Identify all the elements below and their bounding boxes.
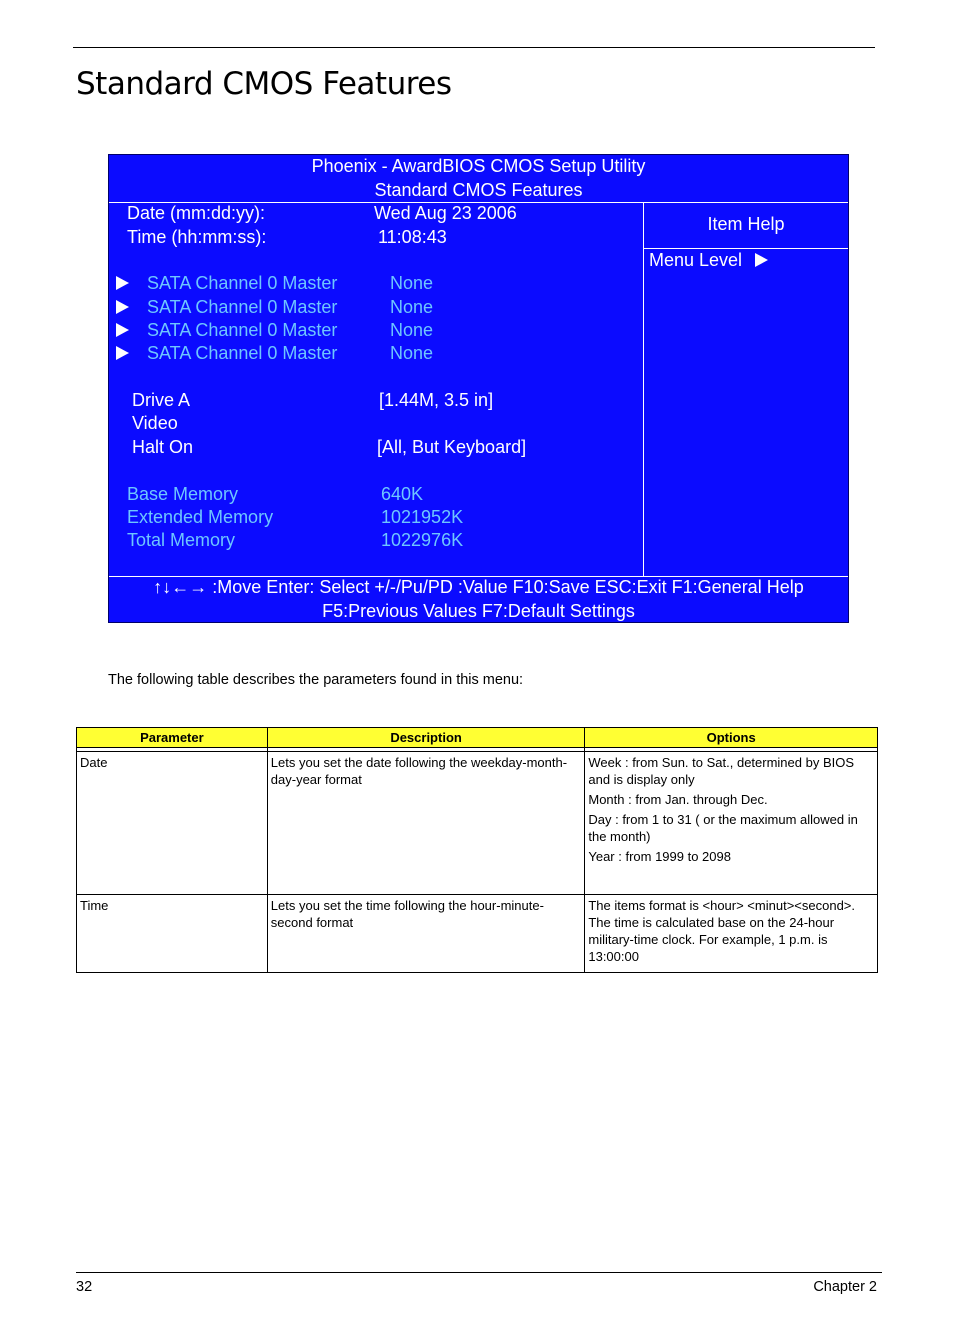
item-help-title: Item Help (707, 214, 785, 234)
total-memory-value: 1022976K (381, 530, 464, 550)
sata-channel-label[interactable]: SATA Channel 0 Master (147, 297, 338, 317)
extended-memory-label: Extended Memory (127, 507, 274, 527)
parameters-table (76, 727, 878, 973)
table-header-row (77, 728, 878, 748)
sata-channel-value: None (390, 273, 434, 293)
base-memory-value: 640K (381, 484, 424, 504)
top-rule (73, 47, 875, 48)
bios-column-divider (643, 203, 644, 576)
bios-header-subtitle: Standard CMOS Features (374, 180, 583, 200)
extended-memory-value: 1021952K (381, 507, 464, 527)
page-title: Standard CMOS Features (76, 66, 452, 102)
footer-rule (76, 1272, 882, 1273)
options-cell (585, 895, 878, 973)
drive-a-value[interactable]: [1.44M, 3.5 in] (379, 390, 494, 410)
bios-key-help-line2: F5:Previous Values F7:Default Settings (322, 601, 635, 621)
halt-on-label: Halt On (132, 437, 194, 457)
time-label: Time (hh:mm:ss): (127, 227, 267, 247)
table-row (77, 895, 878, 973)
sata-channel-value: None (390, 343, 434, 363)
sata-channel-value: None (390, 297, 434, 317)
table-row (77, 752, 878, 895)
date-label: Date (mm:dd:yy): (127, 203, 266, 223)
description-cell: Lets you set the date following the weekday-month-day-year format (267, 752, 585, 895)
bios-header-title: Phoenix - AwardBIOS CMOS Setup Utility (311, 156, 646, 176)
chapter-label: Chapter 2 (813, 1279, 877, 1295)
option-text: Month : from Jan. through Dec. (588, 792, 768, 807)
menu-level-label: Menu Level (649, 250, 743, 270)
option-text: Day : from 1 to 31 ( or the maximum allowed in the month) (588, 812, 858, 844)
description-cell: Lets you set the time following the hour-minute-second format (267, 895, 585, 973)
date-value[interactable]: Wed Aug 23 2006 (374, 203, 517, 223)
sata-channel-label[interactable]: SATA Channel 0 Master (147, 320, 338, 340)
sata-channel-label[interactable]: SATA Channel 0 Master (147, 343, 338, 363)
options-cell (585, 752, 878, 895)
submenu-arrow-icon (116, 276, 129, 290)
bios-key-help-line1: ↑↓←→ :Move Enter: Select +/-/Pu/PD :Value F10:Save ESC:Exit F1:General Help (153, 577, 804, 597)
menu-level-arrow-icon (755, 253, 768, 267)
page-number: 32 (76, 1279, 93, 1295)
drive-a-label: Drive A (132, 390, 191, 410)
option-text: Week : from Sun. to Sat., determined by BIOS and is display only (588, 755, 855, 787)
intro-text: The following table describes the parameters found in this menu: (108, 672, 524, 688)
time-value[interactable]: 11:08:43 (378, 227, 447, 247)
video-label: Video (132, 413, 178, 433)
total-memory-label: Total Memory (127, 530, 236, 550)
halt-on-value[interactable]: [All, But Keyboard] (377, 437, 527, 457)
option-text: The items format is <hour> <minut><second>. The time is calculated base on the 24-hour military-time clock. For example, 1 p.m. is 13:00:00 (588, 898, 855, 964)
sata-channel-value: None (390, 320, 434, 340)
column-header-parameter: Parameter (77, 728, 268, 748)
column-header-options: Options (585, 728, 878, 748)
bios-screen (108, 154, 849, 623)
submenu-arrow-icon (116, 323, 129, 337)
parameter-cell: Time (77, 895, 268, 973)
option-text: Year : from 1999 to 2098 (588, 849, 731, 864)
base-memory-label: Base Memory (127, 484, 239, 504)
submenu-arrow-icon (116, 300, 129, 314)
submenu-arrow-icon (116, 346, 129, 360)
sata-channel-label[interactable]: SATA Channel 0 Master (147, 273, 338, 293)
parameter-cell: Date (77, 752, 268, 895)
column-header-description: Description (267, 728, 585, 748)
